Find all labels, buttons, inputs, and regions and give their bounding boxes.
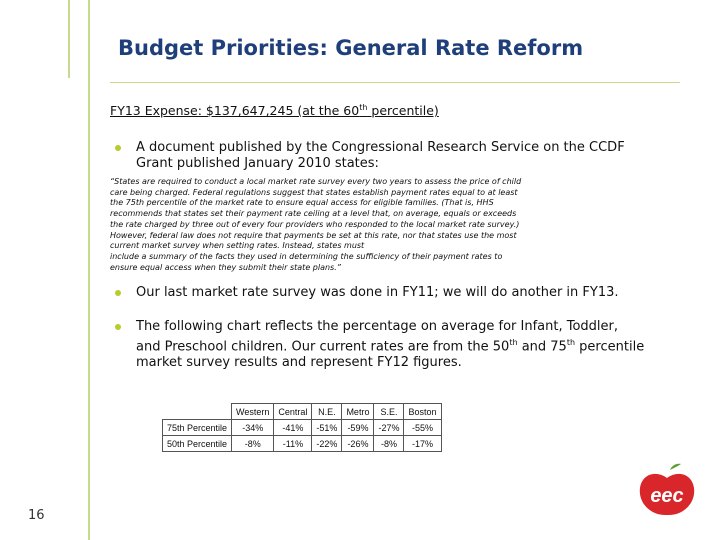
title-underline bbox=[110, 82, 680, 83]
decorative-line-right bbox=[88, 0, 90, 540]
table-cell: -8% bbox=[232, 436, 274, 452]
column-header: Metro bbox=[342, 404, 374, 420]
row-label: 75th Percentile bbox=[163, 420, 232, 436]
table-header-row bbox=[163, 404, 442, 420]
table-cell: -51% bbox=[312, 420, 342, 436]
table-cell: -22% bbox=[312, 436, 342, 452]
bullet-chart-description: The following chart reflects the percentage on average for Infant, Toddler, and Preschool children. Our current rates are from the 50th and 75th percentile market survey results and represent FY12 figures. bbox=[136, 319, 645, 371]
column-header: Central bbox=[274, 404, 312, 420]
table-cell: -11% bbox=[274, 436, 312, 452]
bullet-dot bbox=[115, 324, 121, 330]
column-header: N.E. bbox=[312, 404, 342, 420]
decorative-line-left bbox=[68, 0, 70, 78]
column-header: Boston bbox=[404, 404, 441, 420]
column-header: S.E. bbox=[374, 404, 404, 420]
eec-logo bbox=[636, 462, 698, 518]
table-row bbox=[163, 436, 442, 452]
table-cell: -17% bbox=[404, 436, 441, 452]
table-cell: -59% bbox=[342, 420, 374, 436]
table-corner bbox=[163, 404, 232, 420]
page-number: 16 bbox=[28, 508, 45, 523]
table-cell: -34% bbox=[232, 420, 274, 436]
bullet-market-survey: Our last market rate survey was done in FY11; we will do another in FY13. bbox=[136, 285, 619, 300]
page-title: Budget Priorities: General Rate Reform bbox=[118, 36, 584, 60]
crs-quote: “States are required to conduct a local market rate survey every two years to assess the price of child care being charged. Federal regulations suggest that states establish payment rates equal to at least the 75th percentile of the market rate to ensure equal access for eligible families. (That is, HHS recommends that states set their payment rate ceiling at a level that, on average, equals or exceeds the rate charged by three out of every four providers who responded to the local market rate survey.) However, federal law does not require that payments be set at this rate, nor that states use the most current market survey when setting rates. Instead, states must include a summary of the facts they used in determining the sufficiency of their payment rates to ensure equal access when they submit their state plans.” bbox=[110, 177, 522, 272]
logo-text: eec bbox=[650, 485, 684, 507]
table-cell: -26% bbox=[342, 436, 374, 452]
column-header: Western bbox=[232, 404, 274, 420]
fy13-expense: FY13 Expense: $137,647,245 (at the 60th percentile) bbox=[110, 103, 439, 119]
table-cell: -27% bbox=[374, 420, 404, 436]
table-row bbox=[163, 420, 442, 436]
row-label: 50th Percentile bbox=[163, 436, 232, 452]
table-cell: -55% bbox=[404, 420, 441, 436]
logo-leaf-icon bbox=[670, 464, 681, 470]
bullet-dot bbox=[115, 290, 121, 296]
bullet-dot bbox=[115, 145, 121, 151]
market-rate-table bbox=[162, 403, 442, 452]
table-cell: -8% bbox=[374, 436, 404, 452]
bullet-crs-document: A document published by the Congressional Research Service on the CCDF Grant published January 2010 states: bbox=[136, 140, 625, 171]
table-cell: -41% bbox=[274, 420, 312, 436]
